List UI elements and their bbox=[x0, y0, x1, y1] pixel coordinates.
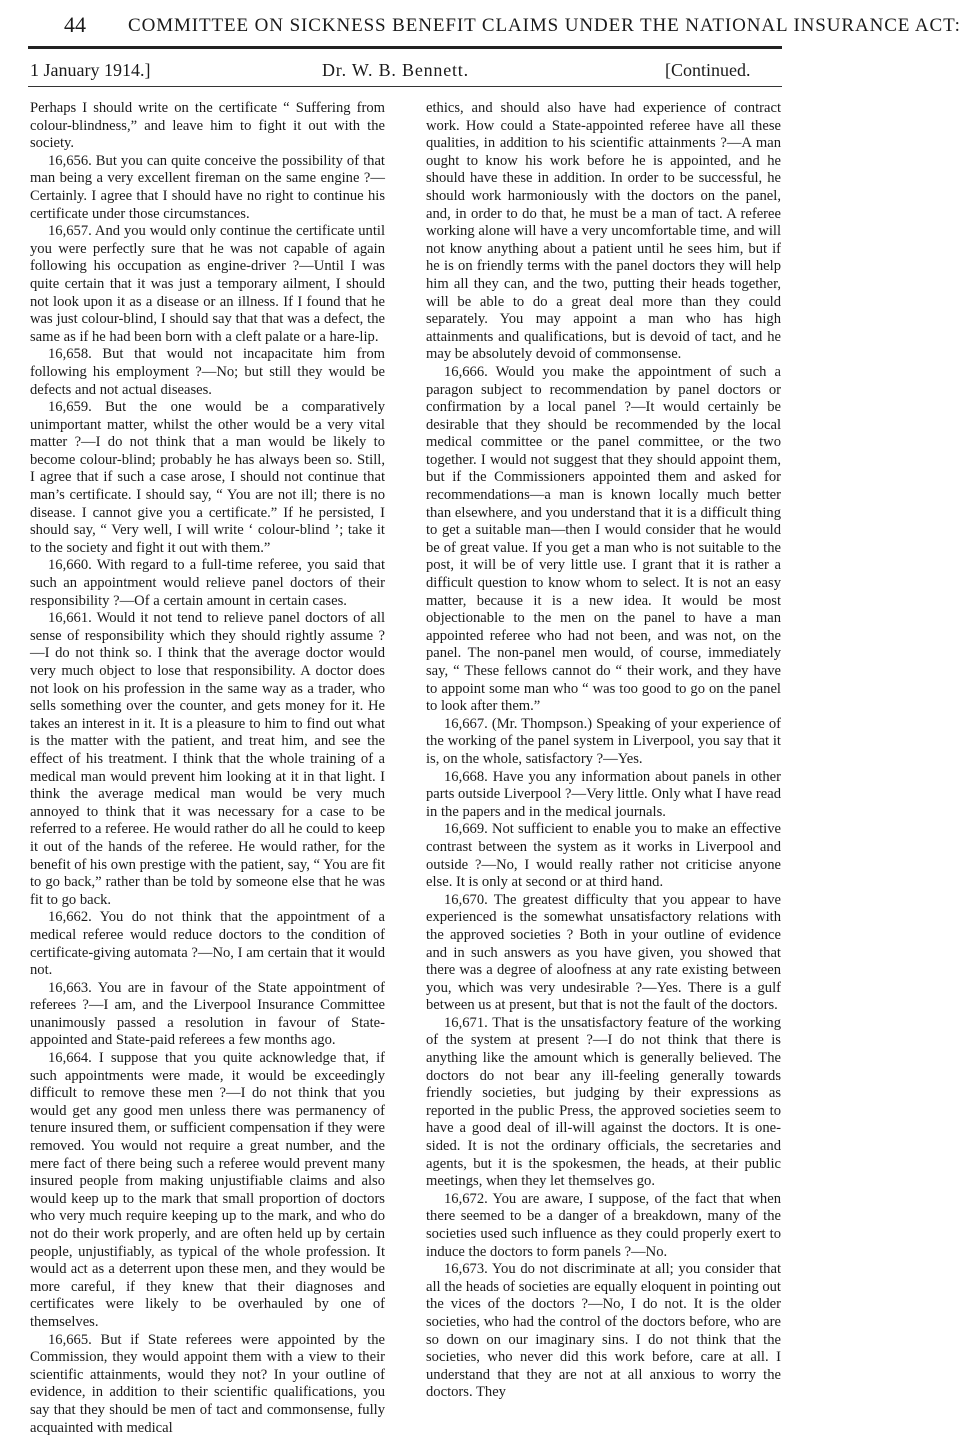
paragraph: 16,664. I suppose that you quite acknowledge that, if such appointments were made, it would be exceedingly difficult to remove these men ?—I do not think that you would get any good men unless there was permanency of tenure insured them, or sufficient compensation if they were removed. You would not require a great number, and the mere fact of there being such a referee would prevent many insured people from making unjustifiable claims and also would keep up to the mark that small proportion of doctors who very much require keeping up to the mark, and who do not do their work properly, and are often held up by certain people, unjustifiably, as typical of the whole profession. It would act as a deterrent upon these men, and they would be more careful, if they knew that their diagnoses and certificates were likely to be overhauled by one of themselves. bbox=[30, 1050, 385, 1330]
left-column bbox=[30, 100, 385, 1437]
page-header bbox=[28, 2, 961, 46]
paragraph: 16,661. Would it not tend to relieve panel doctors of all sense of responsibility which they should rightly assume ?—I do not think so. I think that the average doctor would very much object to lose that responsibility. A doctor does not look on his profession in the same way as a trader, who sells something over the counter, and gets money for it. He takes an interest in it. It is a pleasure to him to find out what is the matter with the patient, and treat him, and see the effect of his treatment. I think that the whole training of a medical man would prevent him looking at it in that light. I think the average medical man would be very much annoyed to think that it was necessary for a case to be referred to a referee. He would rather do all he could to keep it out of the hands of the referee. He would rather, for the benefit of his own prestige with the patient, say, “ You are fit to go back,” rather than be told by someone else that he was fit to go back. bbox=[30, 610, 385, 908]
paragraph: 16,669. Not sufficient to enable you to make an effective contrast between the system as it works in Liverpool and outside ?—No, I would really rather not criticise anyone else. It is only at second or at third hand. bbox=[426, 821, 781, 891]
paragraph: 16,660. With regard to a full-time referee, you said that such an appointment would relieve panel doctors of their responsibility ?—Of a certain amount in certain cases. bbox=[30, 557, 385, 609]
header-rule bbox=[28, 46, 782, 49]
right-column bbox=[426, 100, 781, 1402]
paragraph: 16,657. And you would only continue the certificate until you were perfectly sure that he was not capable of again following his occupation as engine-driver ?—Until I was quite certain that it was just a temporary ailment, I should not look upon it as a disease or an illness. If I found that he was just colour-blind, I should say that that was a defect, the same as if he had been born with a cleft palate or a hare-lip. bbox=[30, 223, 385, 345]
paragraph: 16,673. You do not discriminate at all; you consider that all the heads of societies are equally eloquent in pointing out the vices of the doctors ?—No, I do not. It is the older societies, who had the control of the doctors before, who are so down on our imaginary sins. I do not think that the societies, who never did this work before, care at all. I understand that they are not at all anxious to worry the doctors. They bbox=[426, 1261, 781, 1401]
running-title: COMMITTEE ON SICKNESS BENEFIT CLAIMS UNDER THE NATIONAL INSURANCE ACT: bbox=[128, 15, 961, 36]
paragraph: ethics, and should also have had experience of contract work. How could a State-appointed referee have all these qualities, in addition to his scientific attainments ?—A man ought to know his work before he is appointed, and he should have these in addition. In order to be successful, he should work harmoniously with the doctors on the panel, and, in order to do that, he must be a man of tact. A referee working alone will have a very uncomfortable time, and will not know anything about a patient until he sees him, but if he is on friendly terms with the panel doctors they will help him all they can, and the two, putting their heads together, will be able to do a great deal more than they could separately. You may appoint a man who has high attainments and qualifications, but is devoid of tact, and he may be absolutely devoid of commonsense. bbox=[426, 100, 781, 363]
paragraph: 16,663. You are in favour of the State appointment of referees ?—I am, and the Liverpool Insurance Committee unanimously passed a resolution in favour of State-appointed and State-paid referees a few months ago. bbox=[30, 979, 385, 1049]
subheader-rule bbox=[28, 86, 782, 87]
witness-name: Dr. W. B. Bennett. bbox=[322, 60, 469, 80]
paragraph: Perhaps I should write on the certificate “ Suffering from colour-blindness,” and leave him to fight it out with the society. bbox=[30, 100, 385, 152]
paragraph: 16,671. That is the unsatisfactory feature of the working of the system at present ?—I do not think that there is anything like the amount which is generally believed. The doctors do not bear any ill-feeling generally towards friendly societies, but judging by their expressions as reported in the public Press, the approved societies seem to have a good deal of ill-will against the doctors. It is one-sided. It is not the ordinary officials, the secretaries and agents, but it is the spokesmen, the heads, at their public meetings, when they let themselves go. bbox=[426, 1014, 781, 1190]
paragraph: 16,668. Have you any information about panels in other parts outside Liverpool ?—Very little. Only what I have read in the papers and in the medical journals. bbox=[426, 768, 782, 820]
paragraph: 16,665. But if State referees were appointed by the Commission, they would appoint them with a view to their scientific attainments, would they not? In your outline of evidence, in addition to their scientific qualifications, you say that they should be men of tact and commonsense, fully acquainted with medical bbox=[30, 1331, 385, 1436]
paragraph: 16,667. (Mr. Thompson.) Speaking of your experience of the working of the panel system in Liverpool, you say that it is, on the whole, satisfactory ?—Yes. bbox=[426, 715, 781, 767]
paragraph: 16,659. But the one would be a comparatively unimportant matter, whilst the other would be a very vital matter ?—I do not think that a man would be likely to become colour-blind; probably he has always been so. Still, I agree that if such a case arose, I should not continue that man’s certificate. I should say, “ You are not ill; there is no disease. I cannot give you a certificate.” If he persisted, I should say, “ Very well, I will write ‘ colour-blind ’; take it to the society and fight it out with them.” bbox=[30, 399, 385, 556]
session-date: 1 January 1914.] bbox=[30, 60, 151, 80]
paragraph: 16,666. Would you make the appointment of such a paragon subject to recommendation by panel doctors or confirmation by a local panel ?—It would certainly be desirable that they should be recommended by the local medical committee or the panel committee, or the two together. I would not suggest that they should appoint them, but if the Commissioners appointed them and asked for recommendations—a man is known locally much better than elsewhere, and you understand that it is a difficult thing to get a suitable man—then I would consider that he would be of great value. If you get a man who is not suitable to the post, it will be of very little use. I grant that it is rather a difficult question to know whom to select. It is not an easy matter, because it is a new idea. It would be most objectionable to the men on the panel to have a man appointed referee who had not been, and was not, on the panel. The non-panel men would, of course, immediately say, “ These fellows cannot do “ their work, and they have to appoint some man who “ was too good to go on the panel to look after them.” bbox=[426, 363, 781, 715]
paragraph: 16,658. But that would not incapacitate him from following his employment ?—No; but still they would be defects and not actual diseases. bbox=[30, 346, 385, 398]
paragraph: 16,672. You are aware, I suppose, of the fact that when there seemed to be a danger of a breakdown, many of the societies used such influence as they could properly exert to induce the doctors to form panels ?—No. bbox=[426, 1190, 781, 1260]
page-number: 44 bbox=[64, 12, 86, 37]
continued-label: [Continued. bbox=[665, 60, 751, 80]
paragraph: 16,662. You do not think that the appointment of a medical referee would reduce doctors to the condition of certificate-giving automata ?—No, I am certain that it would not. bbox=[30, 909, 385, 979]
paragraph: 16,656. But you can quite conceive the possibility of that man being a very excellent fireman on the same engine ?—Certainly. I agree that I should have no right to continue his certificate under those circumstances. bbox=[30, 152, 385, 222]
paragraph: 16,670. The greatest difficulty that you appear to have experienced is the somewhat unsatisfactory relations with the approved societies ? Both in your outline of evidence and in such answers as you have given, you showed that there was a degree of aloofness at any rate existing between you, which was very undesirable ?—Yes. There is a gulf between us at present, but that is not the fault of the doctors. bbox=[426, 891, 781, 1014]
